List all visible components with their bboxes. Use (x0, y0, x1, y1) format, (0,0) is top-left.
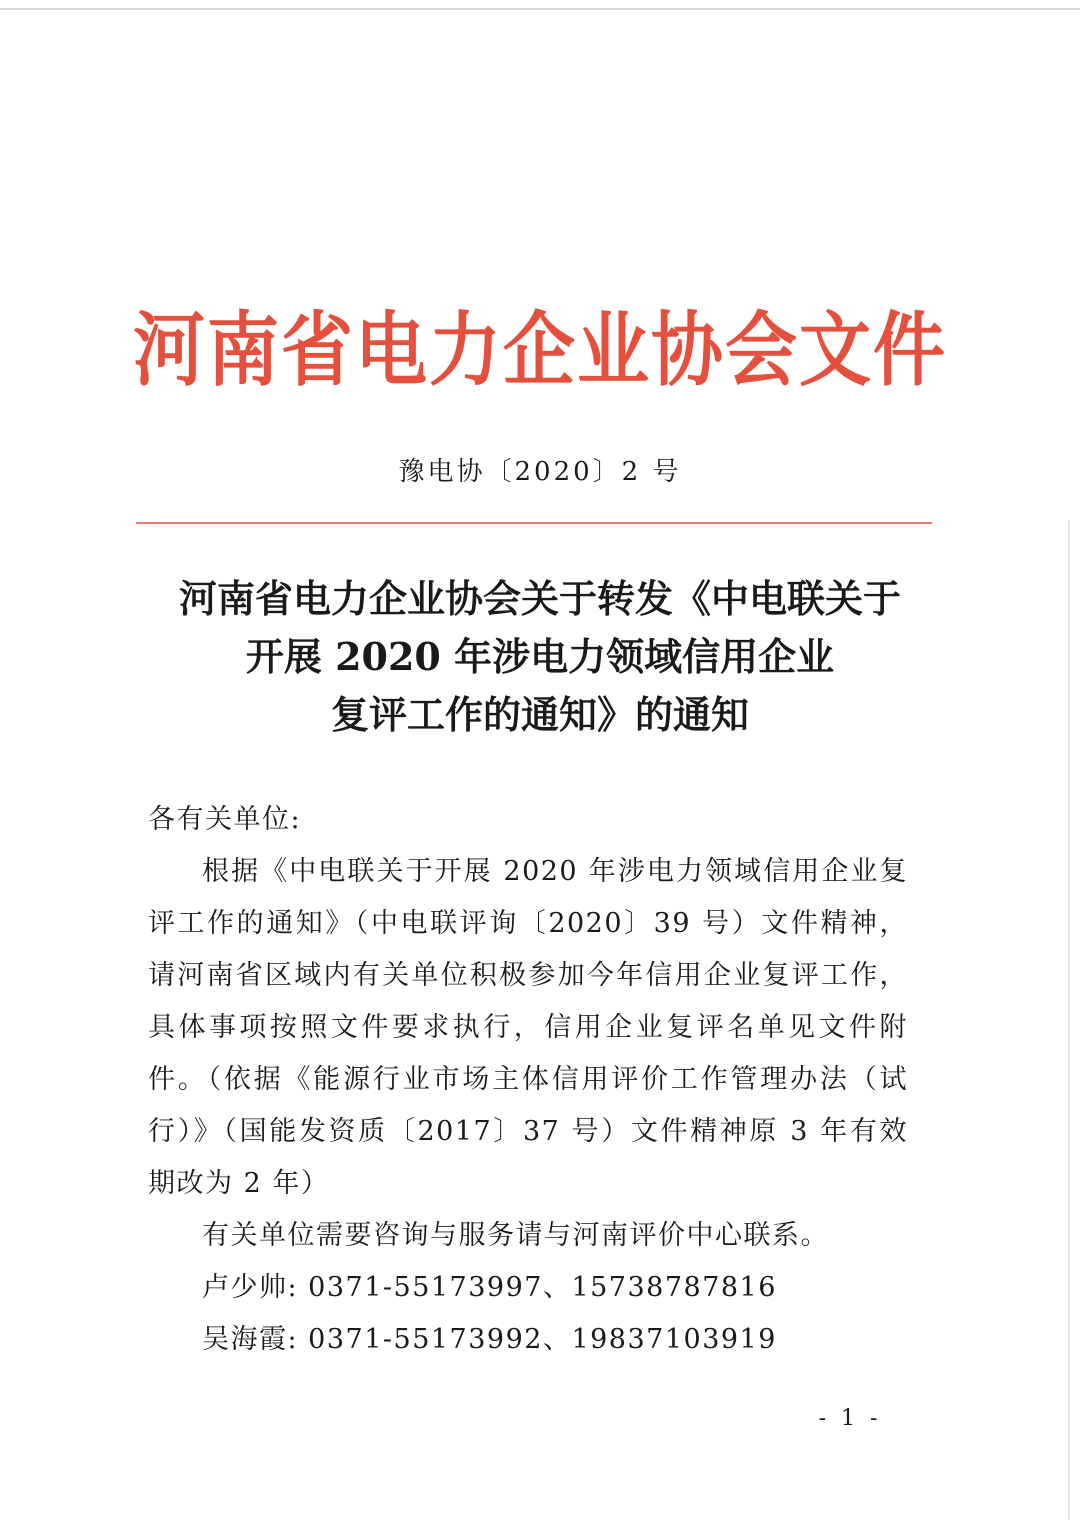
document-body (148, 794, 908, 1366)
red-divider-line (136, 522, 932, 524)
document-number: 豫电协〔2020〕2 号 (398, 457, 682, 487)
salutation: 各有关单位: (148, 804, 302, 835)
document-title (130, 570, 950, 744)
page-number: - 1 - (818, 1406, 882, 1431)
body-paragraph-2: 有关单位需要咨询与服务请与河南评价中心联系。 (202, 1220, 829, 1251)
document-masthead: 河南省电力企业协会文件 (132, 302, 947, 398)
scan-edge-top (0, 8, 1080, 10)
title-line-3: 复评工作的通知》的通知 (330, 692, 749, 737)
contact-line-1: 卢少帅: 0371-55173997、15738787816 (202, 1272, 777, 1303)
scan-edge-right (1068, 520, 1070, 1520)
body-paragraph-1: 根据《中电联关于开展 2020 年涉电力领域信用企业复评工作的通知》（中电联评询〔2020〕39 号）文件精神，请河南省区域内有关单位积极参加今年信用企业复评工作，具体事项按照文件要求执行，信用企业复评名单见文件附件。（依据《能源行业市场主体信用评价工作管理办法（试行）》（国能发资质〔2017〕37 号）文件精神原 3 年有效期改为 2 年） (148, 856, 908, 1199)
contact-line-2: 吴海霞: 0371-55173992、19837103919 (202, 1324, 777, 1355)
title-line-1: 河南省电力企业协会关于转发《中电联关于 (178, 576, 901, 621)
title-line-2: 开展 2020 年涉电力领域信用企业 (245, 634, 835, 679)
